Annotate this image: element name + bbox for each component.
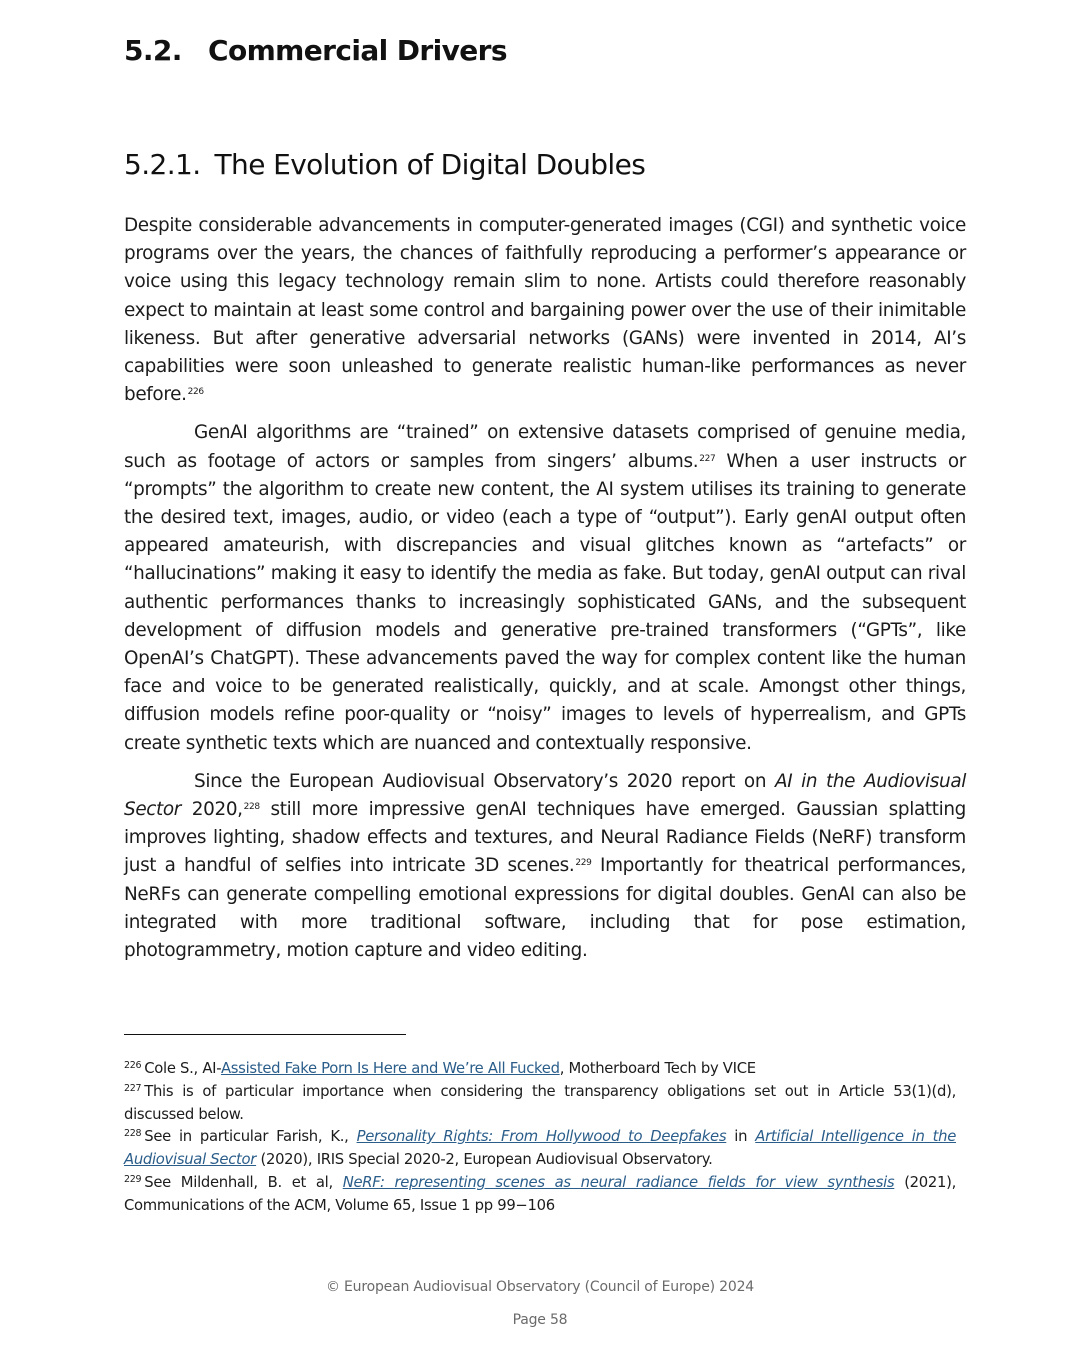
paragraph-3-text-a: Since the European Audiovisual Observatory’s 2020 report on [194,770,775,792]
footnote-link[interactable]: Assisted Fake Porn Is Here and We’re All Fucked [220,1060,560,1077]
footnote-226 [124,1058,956,1081]
footnote-text: Cole S., AI- [144,1060,221,1077]
footnote-ref-227[interactable]: 227 [699,453,716,464]
paragraph-1-text: Despite considerable advancements in computer-generated images (CGI) and synthetic voice programs over the years, the chances of faithfully reproducing a performer’s appearance or voice using this legacy technology remain slim to none. Artists could therefore reasonably expect to maintain at least some control and bargaining power over the use of their inimitable likeness. But after generative adversarial networks (GANs) were invented in 2014, AI’s capabilities were soon unleashed to generate realistic human-like performances as never before. [124,215,966,406]
footnote-228 [124,1126,956,1172]
paragraph-2-text-a: GenAI algorithms are “trained” on extensive datasets comprised of genuine media, such as footage of actors or samples from singers’ albums. [124,422,966,472]
footnote-ref-228[interactable]: 228 [243,802,260,813]
footnotes [124,1058,956,1218]
page-number: Page 58 [512,1312,568,1328]
section-title: Commercial Drivers [208,34,507,67]
footnote-text: See in particular Farish, K., [144,1128,357,1146]
footnote-link[interactable]: Personality Rights: From Hollywood to Deepfakes [356,1128,727,1146]
footnote-text: This is of particular importance when considering the transparency obligations set out in Article 53(1)(d), discussed below. [124,1082,956,1123]
footnote-number: 226 [124,1060,142,1071]
footnote-divider [124,1034,406,1035]
footnote-number: 228 [124,1128,142,1140]
paragraph-3-text-d: Importantly for theatrical performances, NeRFs can generate compelling emotional expressions for digital doubles. GenAI can also be integrated with more traditional software, including that for pose estimation, photogrammetry, motion capture and video editing. [124,855,967,962]
paragraph-3 [124,768,966,965]
paragraph-3-text-c: still more impressive genAI techniques have emerged. Gaussian splatting improves lighting, shadow effects and textures, and Neural Radiance Fields (NeRF) transform just a handful of selfies into intricate 3D scenes. [124,799,966,877]
paragraph-2-text-b: When a user instructs or “prompts” the algorithm to create new content, the AI system utilises its training to generate the desired text, images, audio, or video (each a type of “output”). Early genAI output often appeared amateurish, with discrepancies and visual glitches known as “artefacts” or “hallucinations” making it easy to identify the media as fake. But today, genAI output can rival authentic performances thanks to increasingly sophisticated GANs, and the subsequent development of diffusion models and generative pre-trained transformers (“GPTs”, like OpenAI’s ChatGPT). These advancements paved the way for complex content like the human face and voice to be generated realistically, quickly, and at scale. Amongst other things, diffusion models refine poor-quality or “noisy” images to levels of hyperrealism, and GPTs create synthetic texts which are nuanced and contextually responsive. [124,450,966,754]
footnote-ref-226[interactable]: 226 [187,387,204,398]
subsection-number: 5.2.1. [124,148,201,181]
footnote-text: (2021), Communications of the ACM, Volume 65, Issue 1 pp 99−106 [124,1173,956,1214]
footnote-link[interactable]: Artificial Intelligence in the Audiovisual Sector [124,1128,957,1169]
footnote-229 [124,1172,956,1218]
paragraph-3-text-b: 2020, [181,799,243,821]
report-title: AI in the Audiovisual Sector [124,770,966,821]
footnote-text: , Motherboard Tech by VICE [559,1060,756,1077]
footnote-text: (2020), IRIS Special 2020-2, European Audiovisual Observatory. [256,1151,713,1169]
section-heading [124,34,507,67]
paragraph-1 [124,212,966,409]
footnote-text: in [726,1128,756,1146]
subsection-heading [124,148,645,181]
footnote-ref-229[interactable]: 229 [575,858,592,869]
footnote-number: 227 [124,1082,142,1094]
body-text [124,212,966,975]
section-number: 5.2. [124,34,182,67]
subsection-title: The Evolution of Digital Doubles [214,148,646,181]
footnote-link[interactable]: NeRF: representing scenes as neural radiance fields for view synthesis [342,1173,895,1191]
paragraph-2 [124,419,966,757]
footnote-number: 229 [124,1173,142,1185]
footnote-text: See Mildenhall, B. et al, [144,1173,343,1191]
footnote-227 [124,1081,956,1127]
copyright-notice: © European Audiovisual Observatory (Council of Europe) 2024 [325,1279,754,1295]
